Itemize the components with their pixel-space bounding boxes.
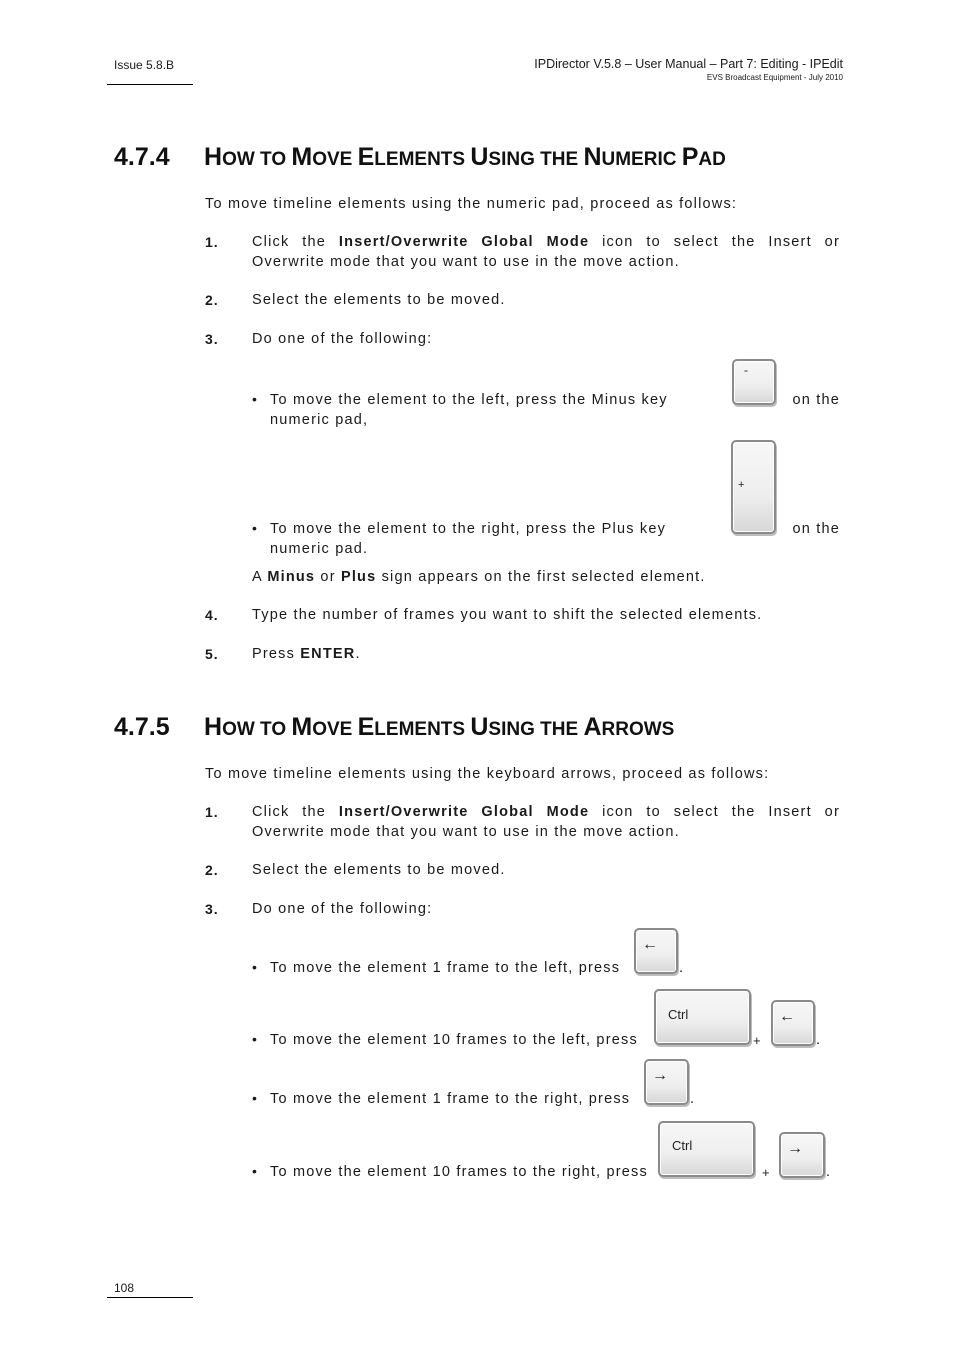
section-number: 4.7.4 — [114, 143, 170, 171]
step-number: 2. — [205, 862, 219, 878]
bullet-marker: • — [252, 1031, 257, 1047]
sentence-end: . — [690, 1091, 696, 1107]
page-header — [534, 57, 843, 82]
header-rule — [107, 84, 193, 85]
bullet-marker: • — [252, 520, 257, 536]
issue-label: Issue 5.8.B — [114, 58, 175, 72]
sentence-end: . — [816, 1032, 822, 1048]
bullet-marker: • — [252, 1090, 257, 1106]
sign-note: A Minus or Plus sign appears on the first selected element. — [252, 569, 706, 585]
bullet-text: To move the element to the left, press the Minus key on the numeric pad, — [270, 392, 840, 428]
step-number: 5. — [205, 646, 219, 662]
heading-title: HOW TO MOVE ELEMENTS USING THE ARROWS — [204, 713, 675, 741]
publisher-line: EVS Broadcast Equipment - July 2010 — [706, 73, 843, 82]
left-arrow-key-icon: ← — [771, 1000, 815, 1046]
bullet-text: To move the element to the right, press the Plus key on the numeric pad. — [270, 521, 840, 557]
step-number: 4. — [205, 607, 219, 623]
bullet-text: To move the element 10 frames to the left, press — [270, 1032, 638, 1048]
step-text: Do one of the following: — [252, 331, 433, 347]
bullet-text: To move the element 1 frame to the right, press — [270, 1091, 631, 1107]
step-text: Do one of the following: — [252, 901, 433, 917]
step-text: Click the Insert/Overwrite Global Mode icon to select the Insert or Overwrite mode that you want to use in the move action. — [252, 804, 840, 840]
bullet-text: To move the element 1 frame to the left, press — [270, 960, 621, 976]
bullet-marker: • — [252, 959, 257, 975]
step-number: 3. — [205, 901, 219, 917]
key-combo-plus: + — [753, 1033, 761, 1048]
bullet-marker: • — [252, 1163, 257, 1179]
step-number: 1. — [205, 804, 219, 820]
heading-title: HOW TO MOVE ELEMENTS USING THE NUMERIC PAD — [204, 143, 726, 171]
section-intro: To move timeline elements using the keyboard arrows, proceed as follows: — [205, 766, 770, 782]
section-intro: To move timeline elements using the numeric pad, proceed as follows: — [205, 196, 738, 212]
step-text: Type the number of frames you want to shift the selected elements. — [252, 607, 763, 623]
step-text: Press ENTER. — [252, 646, 361, 662]
right-arrow-key-icon: → — [644, 1059, 689, 1105]
section-heading-4-7-4 — [114, 143, 726, 172]
ctrl-key-icon: Ctrl — [654, 989, 751, 1045]
key-combo-plus: + — [762, 1165, 770, 1180]
minus-key-icon: - — [732, 359, 776, 405]
step-number: 3. — [205, 331, 219, 347]
section-heading-4-7-5 — [114, 713, 674, 742]
step-text: Select the elements to be moved. — [252, 862, 506, 878]
section-number: 4.7.5 — [114, 713, 170, 741]
step-number: 1. — [205, 234, 219, 250]
page-number: 108 — [114, 1281, 135, 1295]
sentence-end: . — [826, 1164, 832, 1180]
step-text: Select the elements to be moved. — [252, 292, 506, 308]
sentence-end: . — [679, 960, 685, 976]
plus-key-icon: + — [731, 440, 776, 534]
step-number: 2. — [205, 292, 219, 308]
right-arrow-key-icon: → — [779, 1132, 825, 1178]
left-arrow-key-icon: ← — [634, 928, 678, 974]
manual-title: IPDirector V.5.8 – User Manual – Part 7: Editing - IPEdit — [534, 57, 843, 71]
ctrl-key-icon: Ctrl — [658, 1121, 755, 1177]
bullet-text: To move the element 10 frames to the right, press — [270, 1164, 648, 1180]
bullet-marker: • — [252, 391, 257, 407]
footer-rule — [107, 1297, 193, 1298]
step-text: Click the Insert/Overwrite Global Mode icon to select the Insert or Overwrite mode that you want to use in the move action. — [252, 234, 840, 270]
